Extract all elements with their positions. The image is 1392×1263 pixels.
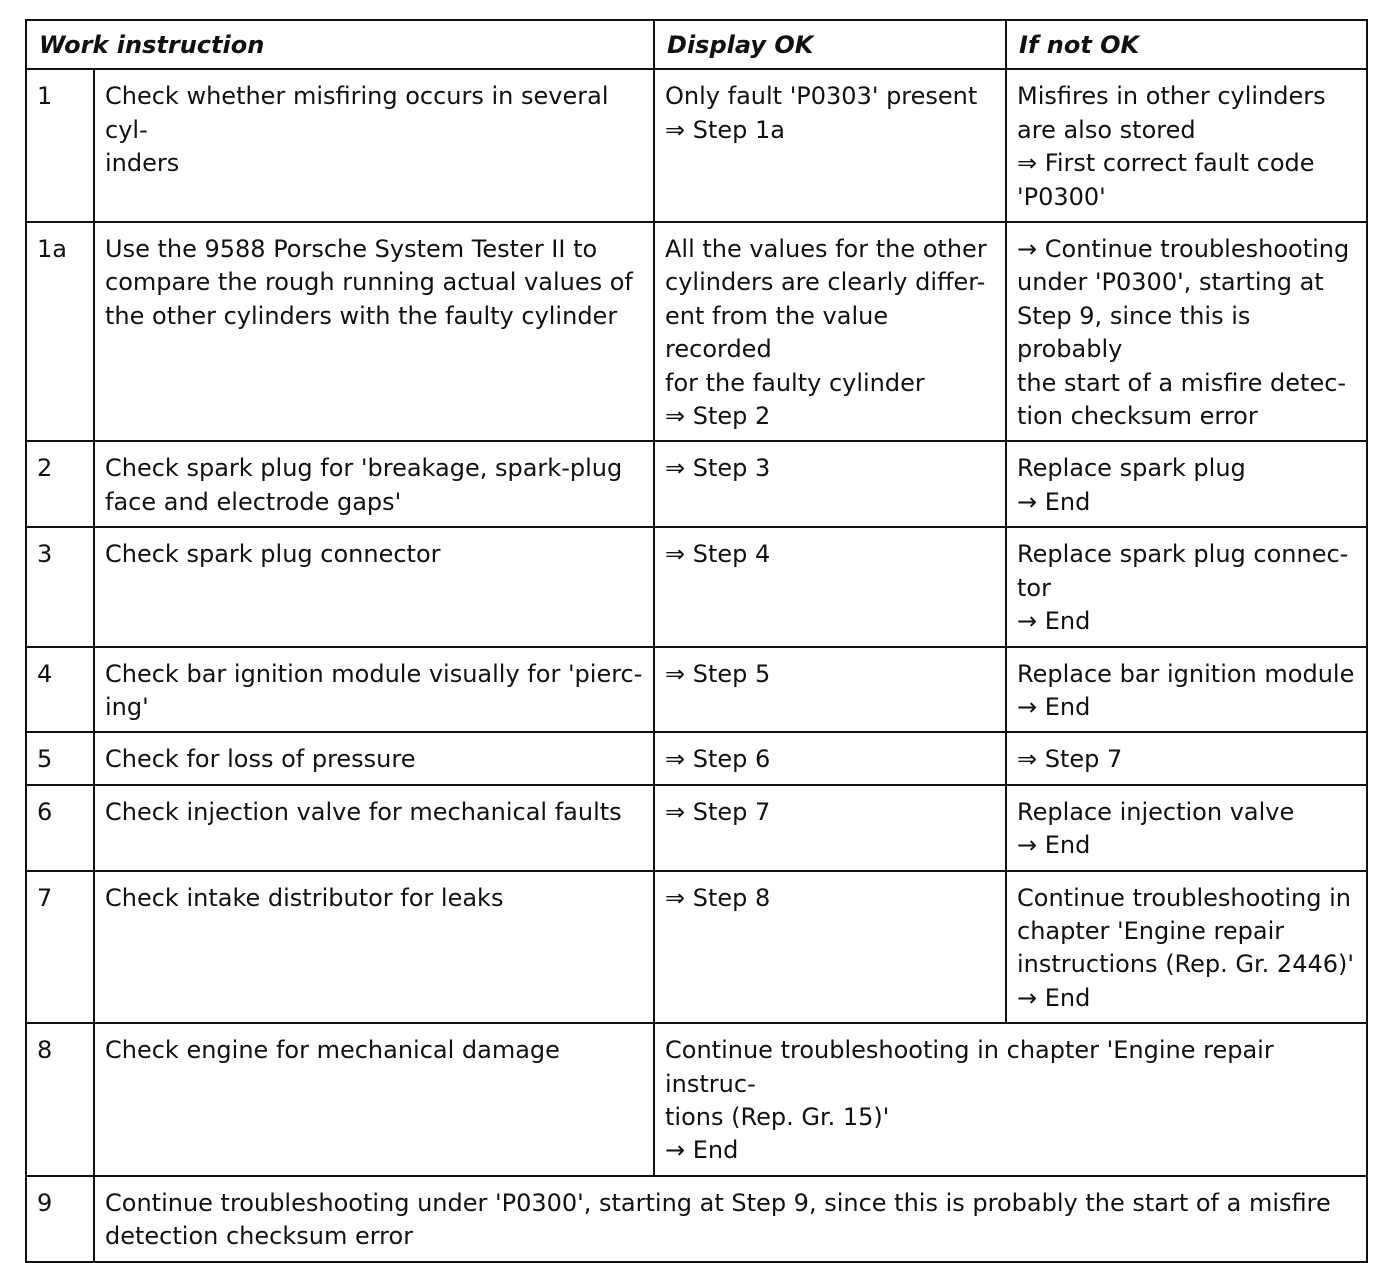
step-number: 7 (26, 871, 94, 1024)
display-ok: ⇒ Step 4 (654, 527, 1006, 646)
work-instruction: Check whether misfiring occurs in several cyl- inders (94, 69, 654, 222)
table-row (26, 871, 1367, 1024)
display-ok: All the values for the other cylinders are clearly differ- ent from the value recorded for the faulty cylinder ⇒ Step 2 (654, 222, 1006, 441)
if-not-ok: Replace spark plug connec- tor → End (1006, 527, 1367, 646)
display-ok: ⇒ Step 6 (654, 732, 1006, 784)
header-display-ok: Display OK (654, 20, 1006, 69)
display-ok: ⇒ Step 3 (654, 441, 1006, 527)
work-instruction: Check bar ignition module visually for 'pierc- ing' (94, 647, 654, 733)
table-row (26, 1023, 1367, 1176)
if-not-ok: Replace spark plug → End (1006, 441, 1367, 527)
if-not-ok: Continue troubleshooting in chapter 'Engine repair instructions (Rep. Gr. 2446)' → End (1006, 871, 1367, 1024)
table-row (26, 785, 1367, 871)
if-not-ok: → Continue troubleshooting under 'P0300', starting at Step 9, since this is probably the start of a misfire detec- tion checksum error (1006, 222, 1367, 441)
table-row (26, 222, 1367, 441)
merged-instruction: Continue troubleshooting under 'P0300', starting at Step 9, since this is probably the start of a misfire detection checksum error (94, 1176, 1367, 1262)
table-row (26, 441, 1367, 527)
work-instruction: Check spark plug connector (94, 527, 654, 646)
step-number: 1a (26, 222, 94, 441)
step-number: 2 (26, 441, 94, 527)
work-instruction: Check injection valve for mechanical faults (94, 785, 654, 871)
step-number: 6 (26, 785, 94, 871)
table-row (26, 647, 1367, 733)
work-instruction-table (25, 19, 1368, 1263)
table-row (26, 1176, 1367, 1262)
display-ok: ⇒ Step 5 (654, 647, 1006, 733)
work-instruction: Check for loss of pressure (94, 732, 654, 784)
display-ok: ⇒ Step 7 (654, 785, 1006, 871)
work-instruction: Check intake distributor for leaks (94, 871, 654, 1024)
work-instruction: Check engine for mechanical damage (94, 1023, 654, 1176)
display-ok: Only fault 'P0303' present ⇒ Step 1a (654, 69, 1006, 222)
if-not-ok: Misfires in other cylinders are also stored ⇒ First correct fault code 'P0300' (1006, 69, 1367, 222)
if-not-ok: ⇒ Step 7 (1006, 732, 1367, 784)
if-not-ok: Replace bar ignition module → End (1006, 647, 1367, 733)
step-number: 1 (26, 69, 94, 222)
if-not-ok: Replace injection valve → End (1006, 785, 1367, 871)
header-row (26, 20, 1367, 69)
work-instruction: Check spark plug for 'breakage, spark-plug face and electrode gaps' (94, 441, 654, 527)
work-instruction: Use the 9588 Porsche System Tester II to compare the rough running actual values of the other cylinders with the faulty cylinder (94, 222, 654, 441)
header-if-not-ok: If not OK (1006, 20, 1367, 69)
step-number: 3 (26, 527, 94, 646)
table-row (26, 732, 1367, 784)
step-number: 9 (26, 1176, 94, 1262)
table-row (26, 69, 1367, 222)
display-ok: ⇒ Step 8 (654, 871, 1006, 1024)
table-row (26, 527, 1367, 646)
merged-result: Continue troubleshooting in chapter 'Engine repair instruc- tions (Rep. Gr. 15)' → End (654, 1023, 1367, 1176)
header-work-instruction: Work instruction (26, 20, 654, 69)
step-number: 8 (26, 1023, 94, 1176)
step-number: 4 (26, 647, 94, 733)
step-number: 5 (26, 732, 94, 784)
